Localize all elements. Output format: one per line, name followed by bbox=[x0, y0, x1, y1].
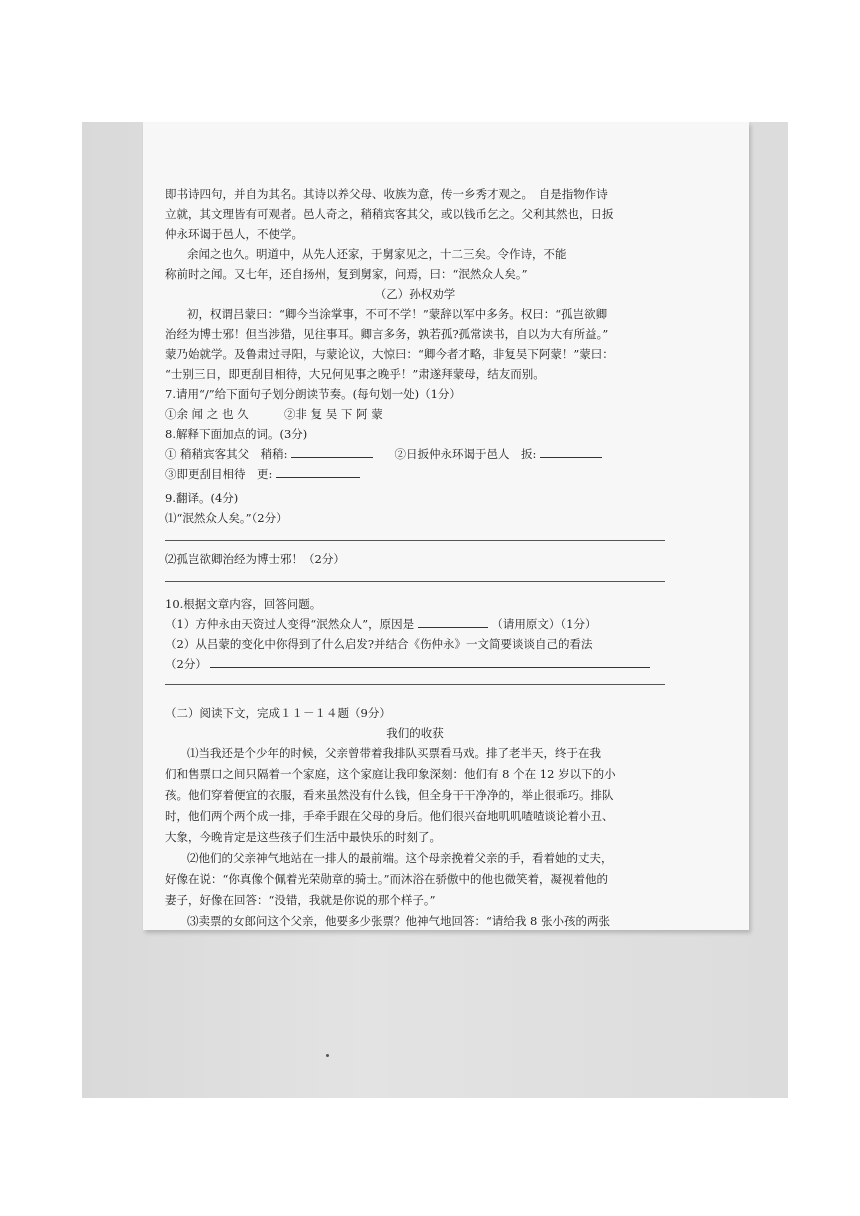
sub-question: （1）方仲永由天资过人变得“泯然众人”，原因是 bbox=[165, 617, 415, 631]
paragraph-3 bbox=[165, 911, 665, 932]
sub-question-note: （请用原文）（1分） bbox=[491, 617, 597, 631]
passage-line: 立就，其文理皆有可观者。邑人奇之，稍稍宾客其父，或以钱币乞之。父利其然也，日扳 bbox=[165, 207, 614, 221]
answer-blank[interactable] bbox=[276, 464, 360, 478]
paragraph-line: 妻子，好像在回答：“没错，我就是你说的那个样子。” bbox=[165, 893, 436, 907]
passage-line: “士别三日，即更刮目相待，大兄何见事之晚乎！”肃遂拜蒙母，结友而别。 bbox=[165, 367, 545, 381]
answer-blank[interactable] bbox=[291, 444, 373, 458]
item-label: ②日扳仲永环谒于邑人 扳: bbox=[394, 447, 537, 461]
sentence-b: ②非 复 吴 下 阿 蒙 bbox=[283, 407, 383, 421]
question-9 bbox=[165, 488, 665, 582]
paragraph-line: ⑶卖票的女郎问这个父亲，他要多少张票？他神气地回答：“请给我 8 张小孩的两张 bbox=[187, 914, 611, 928]
passage-line: 仲永环谒于邑人，不使学。 bbox=[165, 227, 303, 241]
score-label: （2分） bbox=[165, 657, 207, 671]
passage-line: 余闻之也久。明道中，从先人还家，于舅家见之，十二三矣。令作诗，不能 bbox=[187, 247, 567, 261]
paragraph-line: ⑵他们的父亲神气地站在一排人的最前端。这个母亲挽着父亲的手，看着她的丈夫， bbox=[187, 851, 613, 865]
section-heading: （二）阅读下文，完成１１－１４题（9分） bbox=[165, 706, 391, 720]
passage-line: 称前时之闻。又七年，还自扬州，复到舅家，问焉，曰：“泯然众人矣。” bbox=[165, 267, 528, 281]
sub-question: （2）从吕蒙的变化中你得到了什么启发?并结合《伤仲永》一文简要谈谈自己的看法 bbox=[165, 637, 593, 651]
answer-blank[interactable] bbox=[540, 444, 602, 458]
answer-blank[interactable] bbox=[210, 654, 650, 668]
passage-line: 蒙乃始就学。及鲁肃过寻阳，与蒙论议，大惊曰：“卿今者才略，非复吴下阿蒙！”蒙曰： bbox=[165, 347, 614, 361]
item-label: ① 稍稍宾客其父 稍稍: bbox=[165, 447, 288, 461]
question-8 bbox=[165, 424, 665, 484]
passage-jia bbox=[165, 184, 665, 284]
exam-content bbox=[165, 184, 665, 932]
paragraph-line: ⑴当我还是个少年的时候，父亲曾带着我排队买票看马戏。排了老半天，终于在我 bbox=[187, 746, 601, 760]
answer-line[interactable] bbox=[165, 528, 665, 541]
passage-line: 初，权谓吕蒙曰：“卿今当涂掌事，不可不学！”蒙辞以军中多务。权曰：“孤岂欲卿 bbox=[187, 307, 608, 321]
article-title: 我们的收获 bbox=[386, 726, 444, 740]
passage-title: （乙）孙权劝学 bbox=[374, 287, 456, 301]
question-prompt: 8.解释下面加点的词。(3分) bbox=[165, 427, 308, 441]
paragraph-line: 大象，今晚肯定是这些孩子们生活中最快乐的时刻了。 bbox=[165, 830, 441, 844]
sub-question: ⑴“泯然众人矣。”（2分） bbox=[165, 511, 288, 525]
passage-line: 即书诗四句，并自为其名。其诗以养父母、收族为意，传一乡秀才观之。 自是指物作诗 bbox=[165, 187, 608, 201]
scan-speck bbox=[326, 1054, 329, 1057]
question-prompt: 9.翻译。(4分) bbox=[165, 491, 239, 505]
answer-blank[interactable] bbox=[418, 614, 488, 628]
paragraph-line: 孩。他们穿着便宜的衣服，看来虽然没有什么钱，但全身干干净净的，举止很乖巧。排队 bbox=[165, 788, 614, 802]
sub-question: ⑵孤岂欲卿治经为博士邪！（2分） bbox=[165, 552, 345, 566]
passage-yi bbox=[165, 284, 665, 384]
section-2 bbox=[165, 703, 665, 932]
item-label: ③即更刮目相待 更: bbox=[165, 467, 273, 481]
paragraph-2 bbox=[165, 848, 665, 911]
question-7 bbox=[165, 384, 665, 424]
question-10 bbox=[165, 594, 665, 685]
paragraph-1 bbox=[165, 743, 665, 848]
answer-line[interactable] bbox=[165, 569, 665, 582]
passage-line: 治经为博士邪！但当涉猎，见往事耳。卿言多务，孰若孤?孤常读书，自以为大有所益。” bbox=[165, 327, 609, 341]
question-prompt: 7.请用“/”给下面句子划分朗读节奏。(每句划一处)（1分） bbox=[165, 387, 461, 401]
paragraph-line: 好像在说：“你真像个佩着光荣勋章的骑士。”而沐浴在骄傲中的他也微笑着，凝视着他的 bbox=[165, 872, 609, 886]
answer-line[interactable] bbox=[165, 674, 665, 685]
paragraph-line: 们和售票口之间只隔着一个家庭，这个家庭让我印象深刻：他们有 8 个在 12 岁以下的小 bbox=[165, 767, 616, 781]
question-prompt: 10.根据文章内容，回答问题。 bbox=[165, 597, 322, 611]
sentence-a: ①余 闻 之 也 久 bbox=[165, 407, 249, 421]
paragraph-line: 时，他们两个两个成一排，手牵手跟在父母的身后。他们很兴奋地叽叽喳喳谈论着小丑、 bbox=[165, 809, 614, 823]
